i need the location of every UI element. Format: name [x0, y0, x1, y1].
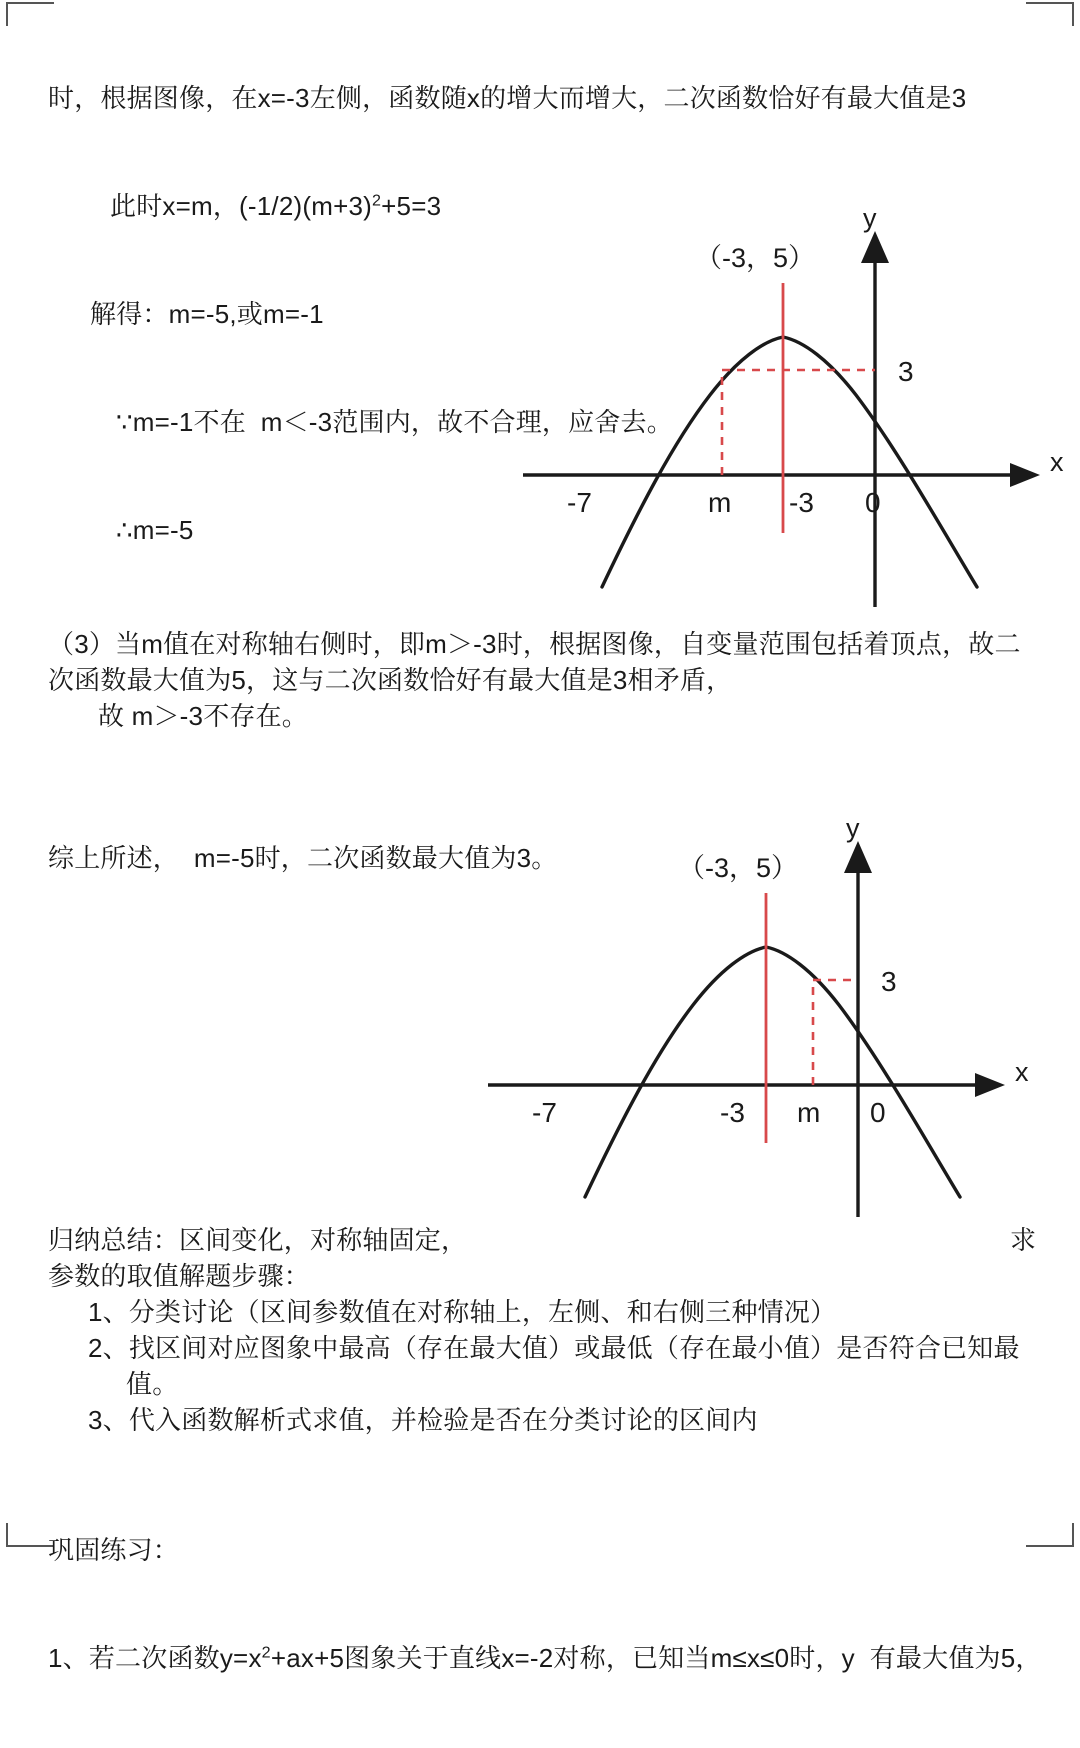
practice-item-1-pre: 1、若二次函数y=x: [48, 1643, 262, 1673]
figure-2-x-axis-arrow: [975, 1073, 1005, 1097]
figure-1-y-axis-arrow: [861, 231, 889, 263]
figure-1-x-tick-neg7: -7: [567, 487, 592, 518]
case3-block: [48, 626, 1040, 734]
figure-1-parabola-curve: [602, 337, 977, 587]
figure-1-x-axis-arrow: [1010, 463, 1040, 487]
summary-heading-1: 归纳总结：区间变化，对称轴固定，: [48, 1225, 468, 1255]
figure-2-x-tick-neg7: -7: [532, 1097, 557, 1128]
practice-heading: 巩固练习：: [48, 1535, 180, 1565]
case3-paragraph-2: 故 m＞-3不存在。: [98, 701, 309, 731]
figure-2-parabola-m-right: [470, 813, 1030, 1235]
figure-2-y-axis-arrow: [844, 841, 872, 873]
solution-line-2-pre: 此时x=m，(-1/2)(m+3): [110, 191, 372, 221]
summary-block: [48, 1222, 1038, 1438]
summary-step-3: 3、代入函数解析式求值，并检验是否在分类讨论的区间内: [88, 1405, 758, 1435]
solution-line-3: 解得：m=-5,或m=-1: [90, 299, 324, 329]
practice-block: [48, 1460, 1058, 1748]
case3-paragraph-1: （3）当m值在对称轴右侧时，即m＞-3时，根据图像，自变量范围包括着顶点，故二次函数最大值为5，这与二次函数恰好有最大值是3相矛盾，: [48, 629, 1021, 695]
figure-1-y-axis-label: y: [863, 203, 877, 233]
solution-line-2-post: +5=3: [381, 191, 442, 221]
solution-line-5: ∴m=-5: [116, 515, 194, 545]
solution-line-1: 时，根据图像，在x=-3左侧，函数随x的增大而增大，二次函数恰好有最大值是3: [48, 83, 967, 113]
figure-1-y-tick-3: 3: [898, 356, 914, 387]
figure-1-x-tick-neg3: -3: [789, 487, 814, 518]
solution-line-2-exponent: 2: [371, 191, 382, 210]
figure-2-x-tick-m: m: [797, 1097, 821, 1128]
practice-item-1-exponent: 2: [261, 1643, 271, 1662]
figure-1-x-axis-label: x: [1050, 447, 1064, 477]
summary-heading-2: 参数的取值解题步骤：: [48, 1261, 311, 1291]
figure-2-parabola-curve: [585, 947, 960, 1197]
practice-item-1-rest: +ax+5图象关于直线x=-2对称，已知当m≤x≤0时，y 有最大值为5，: [270, 1643, 1042, 1673]
crop-mark-bottom-left: [6, 1523, 54, 1547]
figure-2-vertex-label: （-3，5）: [678, 853, 799, 883]
summary-step-2: 2、找区间对应图象中最高（存在最大值）或最低（存在最小值）是否符合已知最值。: [88, 1333, 1020, 1399]
figure-1-parabola-m-left: [505, 203, 1065, 625]
figure-2-x-axis-label: x: [1015, 1057, 1029, 1087]
summary-step-1: 1、分类讨论（区间参数值在对称轴上，左侧、和右侧三种情况）: [88, 1297, 837, 1327]
solution-line-4: ∵m=-1不在 m＜-3范围内，故不合理，应舍去。: [116, 407, 673, 437]
crop-mark-top-left: [6, 2, 54, 26]
figure-2-y-axis-label: y: [846, 813, 860, 843]
summary-floating-char: 求: [1010, 1225, 1037, 1255]
figure-2-y-tick-3: 3: [881, 966, 897, 997]
figure-1-vertex-label: （-3，5）: [695, 243, 816, 273]
figure-2-x-tick-zero: 0: [870, 1097, 886, 1128]
figure-2-x-tick-neg3: -3: [720, 1097, 745, 1128]
figure-1-x-tick-zero: 0: [865, 487, 881, 518]
conclusion-text: 综上所述， m=-5时，二次函数最大值为3。: [48, 843, 558, 873]
figure-1-x-tick-m: m: [708, 487, 732, 518]
practice-item-1: [48, 1640, 1058, 1676]
